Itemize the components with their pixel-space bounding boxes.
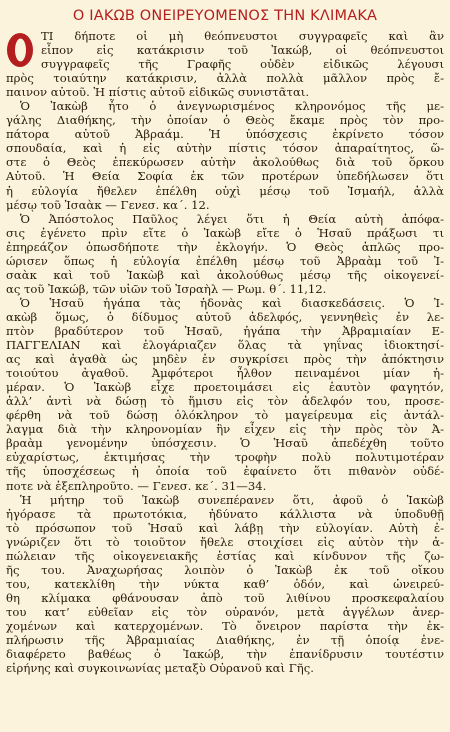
text-line: πρὸς τοιαύτην κατάκρισιν, ἀλλὰ πολλὰ μᾶλλον πρὸς ἔ- [6, 71, 444, 86]
text-line: θη κλίμακα φθάνουσαν ἀπὸ τοῦ λιθίνου προσκεφαλαίου [6, 590, 444, 605]
text-line: χομένων καὶ κατερχομένων. Τὸ ὄνειρον παρίστα τὴν ἐκ- [6, 618, 444, 633]
text-line: ἠγόρασε τὰ πρωτοτόκια, ἠδύνατο κάλλιστα νὰ ὑποδυθῇ [6, 506, 444, 521]
text-line: φέρθη νὰ τοῦ δώσῃ ὁλόκληρον τὸ μαγείρευμα εἰς ἀντάλ- [6, 408, 444, 423]
text-line: εἶπον εἰς κατάκρισιν τοῦ Ἰακώβ, οἱ θεόπνευστοι [41, 43, 444, 58]
paragraph [6, 212, 444, 296]
text-line: ώρισεν ὅπως ἡ εὐλογία ἐπέλθη μέσῳ τοῦ Ἀβραὰμ τοῦ Ἰ- [6, 253, 444, 268]
text-line: σις ἐγένετο πρὶν εἴτε ὁ Ἰακὼβ εἴτε ὁ Ἡσαῦ πράξωσι τι [6, 225, 444, 240]
text-line: τοιούτου ἀγαθοῦ. Ἀμφότεροι ἦλθον πειναμένοι μίαν ἡ- [6, 366, 444, 381]
text-line: ἐπηρεάζον ὁπωσδήποτε τὴν ἐκλογήν. Ὁ Θεὸς ἁπλῶς προ- [6, 239, 444, 254]
text-line: γνώριζεν ὅτι τὸ τοιοῦτον ἤθελε στοιχίσει εἰς αὐτὸν τὴν ἀ- [6, 534, 444, 549]
text-line: γάλης Διαθήκης, τὴν ὁποίαν ὁ Θεὸς ἔκαμε πρὸς τὸν προ- [6, 113, 444, 128]
text-line: ακὼβ ὅμως, ὁ δίδυμος αὐτοῦ ἀδελφός, γεννηθεὶς ἐν λε- [6, 309, 444, 324]
text-line: τὸ πρόσωπον τοῦ Ἡσαῦ καὶ λάβῃ τὴν εὐλογίαν. Αὐτὴ ἐ- [6, 520, 444, 535]
article-page [6, 6, 444, 726]
text-line: εἰρήνης καὶ συγκοινωνίας μεταξὺ Οὐρανοῦ καὶ Γῆς. [6, 661, 314, 676]
paragraph [6, 296, 444, 493]
text-line: του κατ’ εὐθεῖαν εἰς τὸν οὐρανόν, μετὰ ἀγγέλων ἀνερ- [6, 604, 444, 619]
drop-cap [6, 31, 36, 69]
text-line: Ὁ Ἰακὼβ ἦτο ὁ ἀνεγνωρισμένος κληρονόμος τῆς με- [20, 99, 444, 114]
text-line: τῆς ὑποσχέσεως ἡ ὁποία τοῦ ἐφαίνετο ὅτι πιθανὸν οὐδέ- [6, 464, 444, 479]
text-line: σαὰκ καὶ τοῦ Ἰακὼβ καὶ ἀκολούθως μέσῳ τῆς οἰκογενεί- [6, 267, 444, 282]
text-line: ποτε νὰ ἐξεπληροῦτο. — Γενεσ. κε΄. 31—34. [6, 478, 267, 493]
article-body [6, 29, 444, 675]
text-line: πλήρωσιν τῆς Ἀβραμιαίας Διαθήκης, ἐν τῇ ὁποίᾳ ἐνε- [6, 633, 444, 648]
text-line: ἡ εὐλογία ἤθελεν ἐπέλθη οὐχὶ μέσῳ τοῦ Ἰσμαήλ, ἀλλὰ [6, 183, 444, 198]
text-line: ῆς του. Ἀναχωρήσας λοιπὸν ὁ Ἰακὼβ ἐκ τοῦ οἴκου [6, 562, 444, 577]
text-line: βραὰμ γενομένην ὑπόσχεσιν. Ὁ Ἡσαῦ ἀπεδέχθη τοῦτο [6, 436, 444, 451]
text-line: παινον αὐτοῦ. Ἡ πίστις αὐτοῦ εἰδικῶς συνιστᾶται. [6, 85, 309, 100]
text-line: ΠΑΓΓΕΛΙΑΝ καὶ ἐλογάριαζεν ὅλας τὰ γηΐνας ἰδιοκτησί- [6, 338, 444, 353]
text-line: ἀλλ’ ἀντὶ νὰ δώσῃ τὸ ἥμισυ εἰς τὸν ἀδελφόν του, προσε- [6, 394, 444, 409]
text-line: πτὸν βραδύτερον τοῦ Ἡσαῦ, ἠγάπα τὴν Ἀβραμιαίαν Ε- [6, 323, 444, 338]
text-line: διαφέρετο βαθέως ὁ Ἰακώβ, τὴν ἐπανίδρυσιν τουτέστιν [6, 647, 444, 662]
paragraph [6, 99, 444, 211]
text-line: ΤΙ δήποτε οἱ μὴ θεόπνευστοι συγγραφεῖς καὶ ἂν [41, 29, 444, 43]
text-line: πώλειαν τῆς οἰκογενειακῆς ἑστίας καὶ κίνδυνον τῆς ζω- [6, 548, 444, 563]
paragraph [6, 493, 444, 676]
text-line: ας καὶ ἀγαθὰ ὡς μηδὲν ἐν συγκρίσει πρὸς τὴν ἀπόκτησιν [6, 352, 444, 367]
text-line: Ὁ Ἡσαῦ ἠγάπα τὰς ἡδονὰς καὶ διασκεδάσεις. Ὁ Ἰ- [20, 295, 444, 310]
text-line: πάτορα αὐτοῦ Ἀβραάμ. Ἡ ὑπόσχεσις ἐκρίνετο τόσον [6, 127, 444, 142]
paragraph [6, 29, 444, 99]
text-line: Ὁ Ἀπόστολος Παῦλος λέγει ὅτι ἡ Θεία αὐτὴ ἀπόφα- [20, 211, 444, 226]
text-line: Αὐτοῦ. Ἡ Θεία Σοφία ἐκ τῶν προτέρων ὑπεδήλωσεν ὅτι [6, 169, 444, 184]
text-line: του, κατεκλίθη τὴν νύκτα καθ’ ὁδόν, καὶ ὠνειρεύ- [6, 576, 444, 591]
text-line: Ἡ μήτηρ τοῦ Ἰακὼβ συνεπέρανεν ὅτι, ἀφοῦ ὁ Ἰακὼβ [20, 492, 444, 507]
text-line: στε ὁ Θεὸς ἐπεκύρωσεν αὐτὴν ἀκολούθως διὰ τοῦ ὅρκου [6, 155, 444, 170]
text-line: ας τοῦ Ἰακώβ, τῶν υἱῶν τοῦ Ἰσραὴλ — Ρωμ. θ΄. 11,12. [6, 281, 327, 296]
text-line: μέσῳ τοῦ Ἰσαὰκ — Γενεσ. κα΄. 12. [6, 197, 210, 212]
article-title: Ο ΙΑΚΩΒ ΟΝΕΙΡΕΥΟΜΕΝΟΣ ΤΗΝ ΚΛΙΜΑΚΑ [72, 8, 378, 24]
text-line: μέραν. Ὁ Ἰακὼβ εἶχε προετοιμάσει εἰς ἑαυτὸν φαγητόν, [6, 380, 444, 395]
text-line: συγγραφεῖς τῆς Γραφῆς οὐδὲν εἰδικῶς λέγουσι [41, 57, 444, 72]
text-line: λαγμα διὰ τὴν κληρονομίαν ἣν εἶχεν εἰς τὴν πρὸς τὸν Ἀ- [6, 422, 444, 437]
text-line: εὐχαρίστως, ἐκτιμήσας τὴν τροφὴν πολὺ πολυτιμοτέραν [6, 450, 444, 465]
text-line: σπουδαία, καὶ ἡ εἰς αὐτὴν πίστις τόσον ἀπαραίτητος, ὥ- [6, 141, 444, 156]
